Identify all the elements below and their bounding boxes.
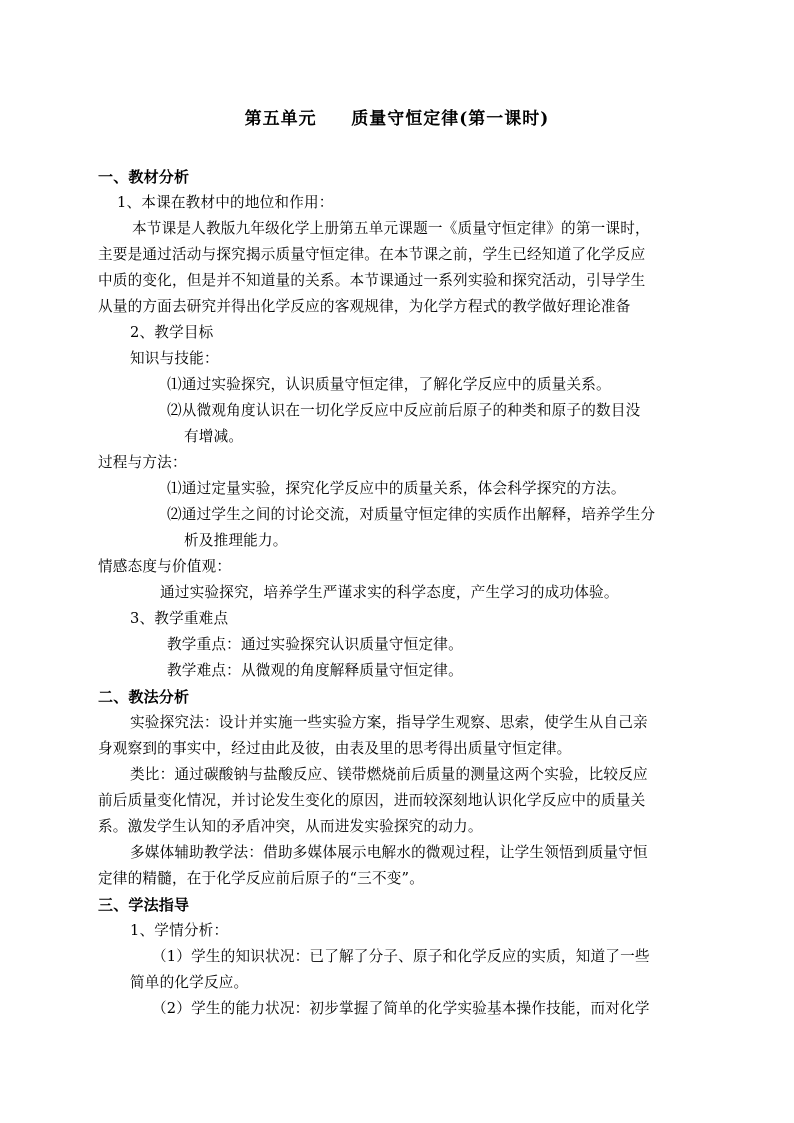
paragraph-line: 中质的变化，但是并不知道量的关系。本节课通过一系列实验和探究活动，引导学生 [98,272,646,289]
subheading-key-points: 3、教学重难点 [130,610,229,627]
paragraph-line: 主要是通过活动与探究揭示质量守恒定律。在本节课之前，学生已经知道了化学反应 [98,246,646,263]
label-knowledge: 知识与技能： [130,350,219,367]
goal-item-continuation: 析及推理能力。 [184,532,288,549]
paragraph-line: 定律的精髓，在于化学反应前后原子的“三不变”。 [98,870,424,887]
subheading-goals: 2、教学目标 [130,324,214,341]
difficult-point: 教学难点：从微观的角度解释质量守恒定律。 [167,662,463,679]
section-heading-3: 三、学法指导 [98,896,190,914]
paragraph-line: 前后质量变化情况，并讨论发生变化的原因，进而较深刻地认识化学反应中的质量关 [98,792,646,809]
paragraph-line: 实验探究法：设计并实施一些实验方案，指导学生观察、思索，使学生从自己亲 [130,714,648,731]
section-heading-1: 一、教材分析 [98,168,190,186]
subheading-student-analysis: 1、学情分析： [130,922,229,939]
paragraph-line: 类比：通过碳酸钠与盐酸反应、镁带燃烧前后质量的测量这两个实验，比较反应 [130,766,648,783]
goal-item: ⑴通过定量实验，探究化学反应中的质量关系，体会科学探究的方法。 [167,480,626,497]
goal-item: ⑵从微观角度认识在一切化学反应中反应前后原子的种类和原子的数目没 [167,402,641,419]
analysis-item: （1）学生的知识状况：已了解了分子、原子和化学反应的实质，知道了一些 [152,948,650,965]
section-heading-2: 二、教法分析 [98,688,190,706]
goal-item: ⑵通过学生之间的讨论交流，对质量守恒定律的实质作出解释，培养学生分 [167,506,656,523]
paragraph-line: 多媒体辅助教学法：借助多媒体展示电解水的微观过程，让学生领悟到质量守恒 [130,844,648,861]
analysis-item-continuation: 简单的化学反应。 [130,974,249,991]
goal-item: 通过实验探究，培养学生严谨求实的科学态度，产生学习的成功体验。 [160,584,619,601]
goal-item-continuation: 有增减。 [184,428,244,445]
analysis-item: （2）学生的能力状况：初步掌握了简单的化学实验基本操作技能，而对化学 [152,1000,650,1017]
paragraph-line: 身观察到的事实中，经过由此及彼，由表及里的思考得出质量守恒定律。 [98,740,572,757]
key-point: 教学重点：通过实验探究认识质量守恒定律。 [167,636,463,653]
subheading-position-role: 1、本课在教材中的地位和作用： [117,194,334,211]
paragraph-line: 从量的方面去研究并得出化学反应的客观规律，为化学方程式的教学做好理论准备 [98,298,631,315]
paragraph-line: 本节课是人教版九年级化学上册第五单元课题一《质量守恒定律》的第一课时， [132,220,650,237]
document-title: 第五单元 质量守恒定律(第一课时) [244,109,550,129]
label-emotion: 情感态度与价值观： [98,558,232,575]
label-process: 过程与方法： [98,454,187,471]
paragraph-line: 系。激发学生认知的矛盾冲突，从而进发实验探究的动力。 [98,818,483,835]
goal-item: ⑴通过实验探究，认识质量守恒定律，了解化学反应中的质量关系。 [167,376,611,393]
